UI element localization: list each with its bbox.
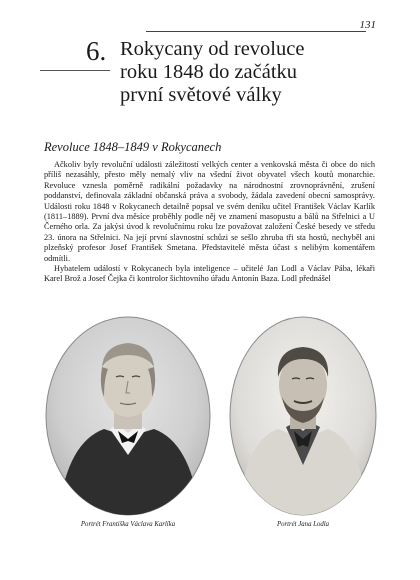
chapter-number: 6. xyxy=(86,36,107,66)
portrait-karlik xyxy=(44,315,212,517)
portrait-lodl-image xyxy=(228,315,378,517)
figure-caption: Portrét Františka Václava Karlíka xyxy=(80,521,176,528)
top-rule xyxy=(146,31,366,32)
chapter-title xyxy=(120,38,304,107)
portrait-lodl xyxy=(228,315,378,517)
figure-caption: Portrét Jana Lodla xyxy=(276,521,330,528)
body-text xyxy=(44,160,375,285)
chapter-title-line: první světové války xyxy=(120,84,282,106)
page-number: 131 xyxy=(359,19,376,31)
chapter-rule xyxy=(40,70,110,71)
chapter-title-line: roku 1848 do začátku xyxy=(120,61,298,83)
portrait-karlik-image xyxy=(44,315,212,517)
paragraph: Hybatelem událostí v Rokycanech byla inteligence – učitelé Jan Lodl a Václav Pába, lékaři Karel Brož a Josef Čejka či kontrolor šichtovního úřadu Antonín Baza. Lodl přednášel xyxy=(44,264,375,284)
chapter-title-line: Rokycany od revoluce xyxy=(120,38,305,60)
section-heading: Revoluce 1848–1849 v Rokycanech xyxy=(44,140,222,154)
paragraph: Ačkoliv byly revoluční události záležitostí velkých center a venkovská města či obce do nich příliš nezasáhly, přesto měly nemalý vliv na všední život obyvatel všech koutů monarchie. Revoluce vznesla poměrně radikální požadavky na národnostní zrovnoprávnění, zrušení poddanství, definovala základní občanská práva a svobody, žádala zavedení obecní samosprávy. Události roku 1848 v Rokycanech detailně popsal ve svém deníku učitel František Václav Karlík (1811–1889). První dva měsíce proběhly podle něj ve znamení masopustu a bálů na Střelnici a U Černého orla. Za jakýsi úvod k revolučnímu roku lze považovat založení České besedy ve středu 23. února na Střelnici. Na její první slavnostní schůzi se sešlo zhruba tři sta hostů, nechyběl ani plzeňský profesor Josef František Smetana. Představitelé města účast s nelibým komentářem odmítli. xyxy=(44,160,375,263)
